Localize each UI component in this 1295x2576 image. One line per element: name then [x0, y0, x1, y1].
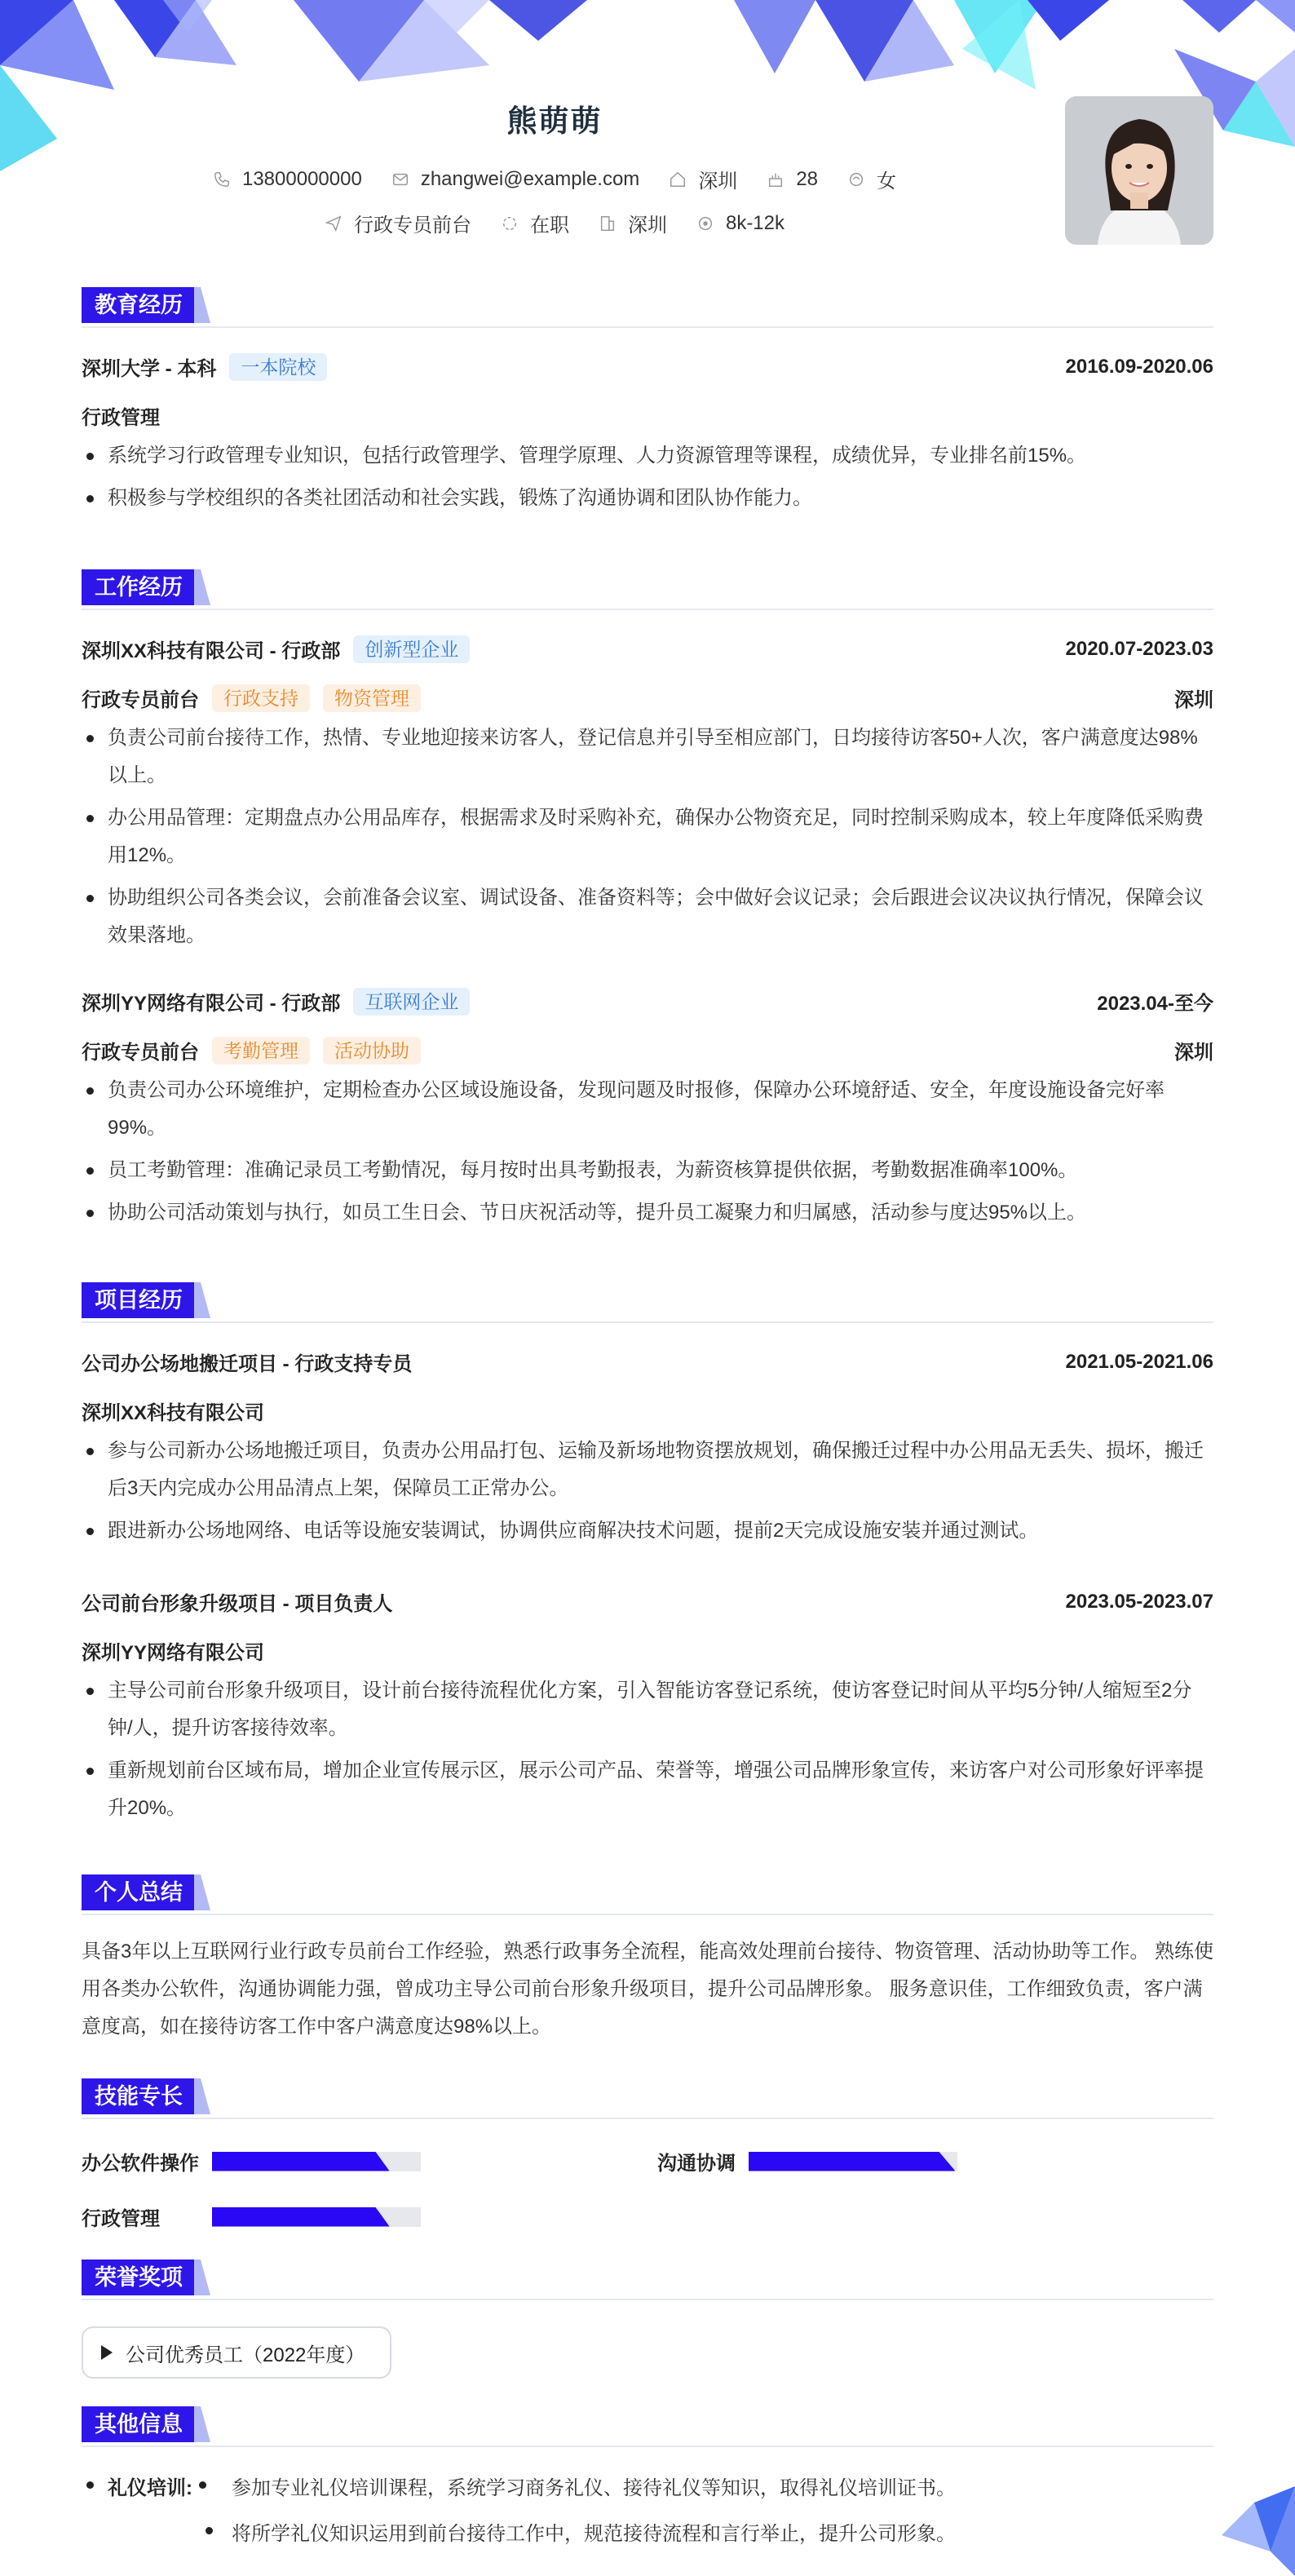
- send-icon: [325, 215, 343, 232]
- work-title: 工作经历: [82, 569, 196, 605]
- summary-title: 个人总结: [82, 1874, 196, 1910]
- other-header: [82, 2406, 1213, 2447]
- job-city: 深圳: [1174, 689, 1213, 711]
- work-header: [82, 569, 1213, 610]
- status-info: [501, 209, 569, 237]
- education-section: [82, 287, 1213, 532]
- section-divider: [82, 2299, 1213, 2300]
- school-name: 深圳大学 - 本科: [82, 358, 217, 380]
- role-row: [82, 1036, 1213, 1064]
- section-divider: [82, 2118, 1213, 2119]
- project-bullets: [82, 1432, 1213, 1555]
- gender-info: [847, 165, 896, 193]
- status-text: 在职: [529, 215, 569, 237]
- skill-tag: 考勤管理: [212, 1037, 310, 1064]
- phone-info: [213, 168, 362, 191]
- role-name: 行政专员前台: [82, 689, 199, 711]
- skill-name: 沟通协调: [657, 2153, 736, 2175]
- job-bullets: [82, 719, 1213, 959]
- major-row: [82, 401, 1213, 430]
- award-name: 公司优秀员工（2022年度）: [126, 2344, 365, 2366]
- skill-bar-fill: [212, 2152, 390, 2171]
- other-title: 其他信息: [82, 2406, 196, 2442]
- education-entry-header: [82, 352, 1213, 381]
- section-tail-decoration: [194, 1874, 210, 1910]
- major-name: 行政管理: [82, 407, 160, 429]
- list-item: 员工考勤管理：准确记录员工考勤情况，每月按时出具考勤报表，为薪资核算提供依据，考勤数据准确率100%。: [82, 1152, 1213, 1189]
- skill-bar-fill: [749, 2152, 955, 2171]
- job-period: 2020.07-2023.03: [1065, 637, 1213, 660]
- section-tail-decoration: [194, 2260, 210, 2295]
- project-header: [82, 1348, 1213, 1376]
- age-text: 28: [796, 167, 819, 190]
- skill-bar-fill: [212, 2207, 390, 2227]
- gender-text: 女: [877, 170, 897, 193]
- phone-number: 13800000000: [241, 167, 362, 190]
- skill-tag: 行政支持: [212, 684, 310, 712]
- bullet-dot: [199, 2481, 206, 2489]
- skills-title: 技能专长: [82, 2078, 196, 2114]
- company-name: 深圳YY网络有限公司 - 行政部: [82, 993, 341, 1015]
- location-text: 深圳: [698, 170, 738, 193]
- education-title: 教育经历: [82, 287, 196, 323]
- section-tail-decoration: [194, 2406, 210, 2442]
- project-company-row: [82, 1636, 1213, 1665]
- project-company-row: [82, 1396, 1213, 1425]
- list-item: 负责公司前台接待工作，热情、专业地迎接来访客人，登记信息并引导至相应部门，日均接待访客50+人次，客户满意度达98%以上。: [82, 719, 1213, 794]
- expand-triangle-icon: [101, 2345, 113, 2360]
- project-name: 公司前台形象升级项目 - 项目负责人: [82, 1593, 393, 1615]
- list-item: 积极参与学校组织的各类社团活动和社会实践，锻炼了沟通协调和团队协作能力。: [82, 480, 1213, 517]
- education-header: [82, 287, 1213, 328]
- other-line: 将所学礼仪知识运用到前台接待工作中，规范接待流程和言行举止，提升公司形象。: [232, 2523, 956, 2545]
- cake-icon: [767, 170, 785, 188]
- portrait-image: [1065, 96, 1213, 245]
- list-item: 重新规划前台区域布局，增加企业宣传展示区，展示公司产品、荣誉等，增强公司品牌形象宣传，来访客户对公司形象好评率提升20%。: [82, 1752, 1213, 1827]
- honors-section: [82, 2260, 1213, 2382]
- list-item: 协助公司活动策划与执行，如员工生日会、节日庆祝活动等，提升员工凝聚力和归属感，活动参与度达95%以上。: [82, 1194, 1213, 1232]
- project-header: [82, 1587, 1213, 1616]
- projects-header: [82, 1282, 1213, 1323]
- job-header: [82, 987, 1213, 1016]
- phone-icon: [213, 170, 231, 188]
- mail-icon: [391, 170, 409, 188]
- list-item: 办公用品管理：定期盘点办公用品库存，根据需求及时采购补充，确保办公物资充足，同时控制采购成本，较上年度降低采购费用12%。: [82, 799, 1213, 874]
- section-tail-decoration: [194, 1282, 210, 1318]
- other-label: 礼仪培训:: [108, 2477, 192, 2499]
- skill-tag: 物资管理: [323, 684, 421, 712]
- list-item: 系统学习行政管理专业知识，包括行政管理学、管理学原理、人力资源管理等课程，成绩优异，专业排名前15%。: [82, 437, 1213, 475]
- award-item-toggle[interactable]: [82, 2326, 391, 2379]
- project-period: 2023.05-2023.07: [1065, 1590, 1213, 1613]
- section-tail-decoration: [194, 569, 210, 605]
- skill-item: [82, 2202, 421, 2231]
- company-name: 深圳XX科技有限公司 - 行政部: [82, 640, 341, 662]
- position-text: 行政专员前台: [353, 215, 471, 237]
- other-section: [82, 2406, 1213, 2561]
- skill-bar: [212, 2207, 421, 2227]
- project-name: 公司办公场地搬迁项目 - 行政支持专员: [82, 1353, 413, 1375]
- list-item: 主导公司前台形象升级项目，设计前台接待流程优化方案，引入智能访客登记系统，使访客登记时间从平均5分钟/人缩短至2分钟/人，提升访客接待效率。: [82, 1672, 1213, 1747]
- target-city-info: [599, 209, 667, 237]
- other-line: 参加专业礼仪培训课程，系统学习商务礼仪、接待礼仪等知识，取得礼仪培训证书。: [232, 2477, 956, 2499]
- projects-section: [82, 1282, 1213, 1853]
- summary-text: 具备3年以上互联网行业行政专员前台工作经验，熟悉行政事务全流程，能高效处理前台接待、物资管理、活动协助等工作。 熟练使用各类办公软件，沟通协调能力强，曾成功主导公司前台形象升级项目，提升公司品牌形象。 服务意识佳，工作细致负责，客户满意度高，如在接待访客工作中客户满意度达98%以上。: [82, 1941, 1214, 2038]
- section-divider: [82, 326, 1213, 328]
- project-company: 深圳YY网络有限公司: [82, 1642, 265, 1664]
- job-bullets: [82, 1072, 1213, 1237]
- status-icon: [501, 215, 519, 232]
- skill-name: 行政管理: [82, 2208, 160, 2230]
- money-icon: [696, 215, 714, 232]
- list-item: 协助组织公司各类会议，会前准备会议室、调试设备、准备资料等；会中做好会议记录；会后跟进会议决议执行情况，保障会议效果落地。: [82, 879, 1213, 954]
- company-tag: 创新型企业: [353, 635, 470, 663]
- home-icon: [669, 170, 687, 188]
- email-info: [391, 168, 640, 191]
- skill-bar: [212, 2152, 421, 2171]
- section-tail-decoration: [194, 287, 210, 323]
- education-bullets: [82, 437, 1213, 522]
- list-item: 负责公司办公环境维护，定期检查办公区域设施设备，发现问题及时报修，保障办公环境舒适、安全，年度设施设备完好率99%。: [82, 1072, 1213, 1147]
- list-item: 跟进新办公场地网络、电话等设施安装调试，协调供应商解决技术问题，提前2天完成设施安装并通过测试。: [82, 1512, 1213, 1550]
- job-period: 2023.04-至今: [1097, 993, 1213, 1015]
- skill-tag: 活动协助: [323, 1037, 421, 1064]
- salary-text: 8k-12k: [725, 211, 785, 234]
- summary-header: [82, 1874, 1213, 1915]
- job-intent-row: [0, 209, 1109, 237]
- skill-item: [657, 2147, 957, 2175]
- avatar-photo: [1065, 96, 1213, 245]
- position-info: [325, 209, 471, 237]
- work-section: [82, 569, 1213, 1255]
- job-city: 深圳: [1174, 1042, 1213, 1064]
- role-name: 行政专员前台: [82, 1042, 199, 1064]
- project-company: 深圳XX科技有限公司: [82, 1402, 265, 1424]
- skill-item: [82, 2147, 421, 2175]
- section-divider: [82, 1321, 1213, 1323]
- company-tag: 互联网企业: [353, 988, 470, 1016]
- role-row: [82, 684, 1213, 712]
- skills-header: [82, 2078, 1213, 2119]
- building-icon: [599, 215, 617, 232]
- footer-decoration: [1205, 2486, 1295, 2576]
- age-info: [767, 168, 818, 191]
- school-tag: 一本院校: [229, 353, 327, 381]
- summary-section: [82, 1874, 1213, 2054]
- skills-section: [82, 2078, 1213, 2233]
- education-period: 2016.09-2020.06: [1065, 355, 1213, 378]
- email-address: zhangwei@example.com: [420, 167, 640, 190]
- skill-name: 办公软件操作: [82, 2153, 199, 2175]
- gender-icon: [847, 170, 865, 188]
- target-city-text: 深圳: [627, 215, 667, 237]
- section-tail-decoration: [194, 2078, 210, 2114]
- section-divider: [82, 609, 1213, 610]
- honors-header: [82, 2260, 1213, 2300]
- project-period: 2021.05-2021.06: [1065, 1350, 1213, 1373]
- resume-header: [0, 0, 1295, 261]
- projects-title: 项目经历: [82, 1282, 196, 1318]
- job-header: [82, 635, 1213, 663]
- candidate-name: 熊萌萌: [506, 104, 603, 138]
- section-divider: [82, 1914, 1213, 1915]
- project-bullets: [82, 1672, 1213, 1832]
- contact-row: [0, 165, 1109, 193]
- salary-info: [696, 212, 785, 235]
- list-item: 参与公司新办公场地搬迁项目，负责办公用品打包、运输及新场地物资摆放规划，确保搬迁过程中办公用品无丢失、损坏，搬迁后3天内完成办公用品清点上架，保障员工正常办公。: [82, 1432, 1213, 1507]
- bullet-dot: [206, 2527, 213, 2534]
- skill-bar: [749, 2152, 957, 2171]
- location-info: [669, 165, 737, 193]
- honors-title: 荣誉奖项: [82, 2260, 196, 2295]
- section-divider: [82, 2445, 1213, 2447]
- bullet-dot: [86, 2481, 94, 2489]
